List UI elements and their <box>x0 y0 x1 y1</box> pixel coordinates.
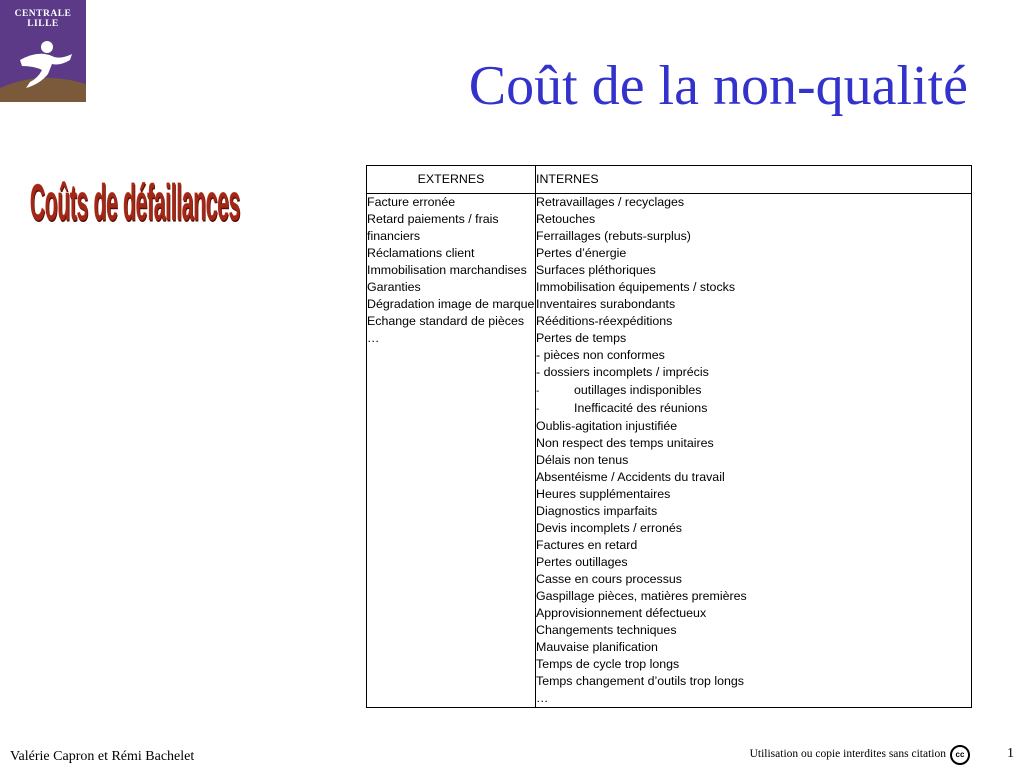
list-item: Changements techniques <box>536 623 677 638</box>
list-item: Devis incomplets / erronés <box>536 520 682 535</box>
list-item <box>536 400 971 418</box>
list-item: - dossiers incomplets / imprécis <box>536 365 709 380</box>
list-item: Surfaces pléthoriques <box>536 263 656 278</box>
list-item <box>536 382 971 400</box>
footer-notice: Utilisation ou copie interdites sans citation <box>749 748 946 760</box>
list-item: Temps de cycle trop longs <box>536 657 680 672</box>
header-internes: INTERNES <box>536 166 972 194</box>
dash-bullet: - <box>536 403 540 415</box>
footer-authors: Valérie Capron et Rémi Bachelet <box>10 749 195 764</box>
slide-subtitle: Coûts de défaillances <box>30 175 241 232</box>
creative-commons-icon <box>950 745 970 765</box>
list-item: Temps changement d’outils trop longs <box>536 674 745 689</box>
logo-line-1: CENTRALE <box>14 9 72 19</box>
list-item: … <box>536 691 549 706</box>
subtitle-wrap <box>30 175 342 238</box>
list-item: Garanties <box>367 280 421 295</box>
externes-cell <box>367 194 536 708</box>
list-item: Approvisionnement défectueux <box>536 606 707 621</box>
list-item: Oublis-agitation injustifiée <box>536 418 678 433</box>
list-item-text: outillages indisponibles <box>574 382 702 397</box>
list-item: Diagnostics imparfaits <box>536 503 658 518</box>
page-number: 1 <box>1007 746 1014 761</box>
list-item: Délais non tenus <box>536 452 629 467</box>
list-item: Ferraillages (rebuts-surplus) <box>536 229 691 244</box>
table-row <box>367 194 972 708</box>
list-item: Casse en cours processus <box>536 572 683 587</box>
logo-line-2: LILLE <box>27 19 59 29</box>
list-item: Réclamations client <box>367 246 475 261</box>
list-item: Mauvaise planification <box>536 640 658 655</box>
list-item: … <box>367 331 380 346</box>
list-item: Echange standard de pièces <box>367 314 525 329</box>
list-item: Absentéisme / Accidents du travail <box>536 469 725 484</box>
slide-title: Coût de la non-qualité <box>468 55 968 117</box>
list-item: Pertes outillages <box>536 554 628 569</box>
dash-bullet: - <box>536 385 540 397</box>
list-item: Dégradation image de marque <box>367 297 535 312</box>
list-item: Immobilisation marchandises <box>367 263 527 278</box>
list-item: - pièces non conformes <box>536 348 665 363</box>
header-externes: EXTERNES <box>367 166 536 194</box>
logo-text <box>0 9 86 29</box>
list-item: Rééditions-réexpéditions <box>536 314 673 329</box>
list-item-text: Inefficacité des réunions <box>574 400 708 415</box>
list-item: Factures en retard <box>536 537 638 552</box>
cc-label: cc <box>952 747 968 763</box>
table-header-row <box>367 166 972 194</box>
list-item: Facture erronée <box>367 195 456 209</box>
centrale-lille-logo <box>0 0 86 102</box>
list-item: Heures supplémentaires <box>536 486 671 501</box>
costs-table <box>366 165 972 708</box>
list-item: Retravaillages / recyclages <box>536 195 685 209</box>
list-item: Retouches <box>536 212 596 227</box>
list-item: Gaspillage pièces, matières premières <box>536 589 747 604</box>
list-item: Inventaires surabondants <box>536 297 676 312</box>
list-item: Immobilisation équipements / stocks <box>536 280 736 295</box>
list-item: Non respect des temps unitaires <box>536 435 714 450</box>
list-item: Pertes de temps <box>536 331 627 346</box>
internes-cell <box>536 194 972 708</box>
list-item: Retard paiements / frais financiers <box>367 212 499 244</box>
list-item: Pertes d’énergie <box>536 246 627 261</box>
